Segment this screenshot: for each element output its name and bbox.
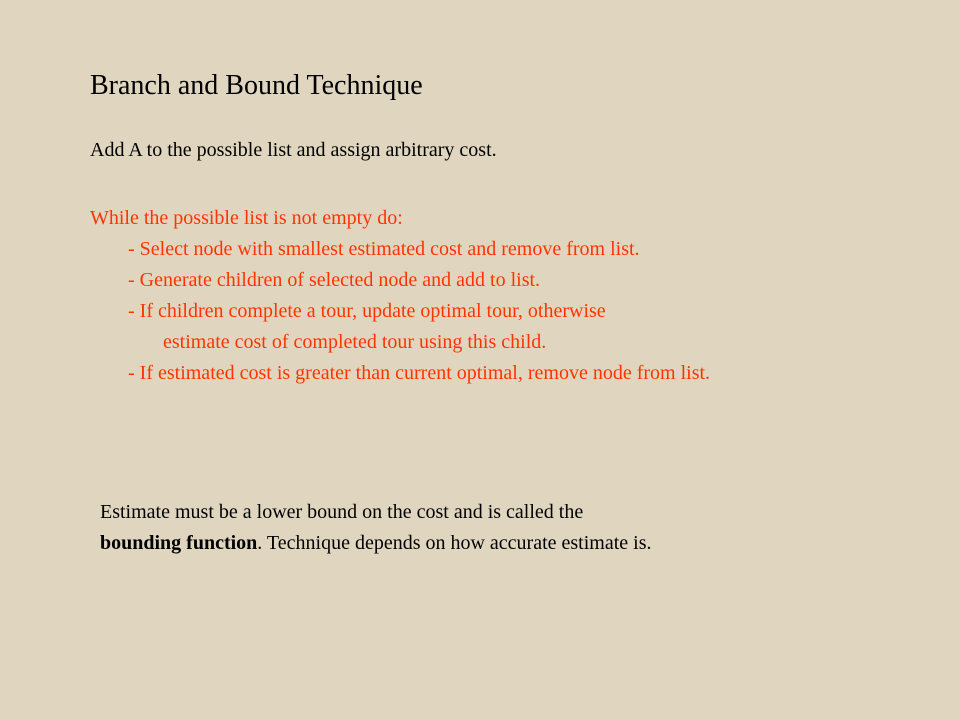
bounding-function-term: bounding function	[100, 532, 258, 554]
loop-step: - Select node with smallest estimated cost and remove from list.	[128, 238, 640, 260]
note-line-1: Estimate must be a lower bound on the cost and is called the	[100, 501, 584, 523]
intro-text: Add A to the possible list and assign arbitrary cost.	[90, 139, 497, 161]
note-line-2-rest: . Technique depends on how accurate estimate is.	[257, 532, 652, 554]
loop-step: - If children complete a tour, update optimal tour, otherwise	[128, 300, 606, 322]
loop-header: While the possible list is not empty do:	[90, 207, 403, 229]
loop-step: - Generate children of selected node and add to list.	[128, 269, 541, 291]
loop-step-continuation: estimate cost of completed tour using this child.	[163, 331, 547, 353]
slide-title: Branch and Bound Technique	[90, 70, 423, 101]
loop-step: - If estimated cost is greater than current optimal, remove node from list.	[128, 362, 711, 384]
note-block	[100, 497, 652, 559]
loop-block	[90, 203, 710, 389]
note-line-2	[100, 528, 652, 559]
